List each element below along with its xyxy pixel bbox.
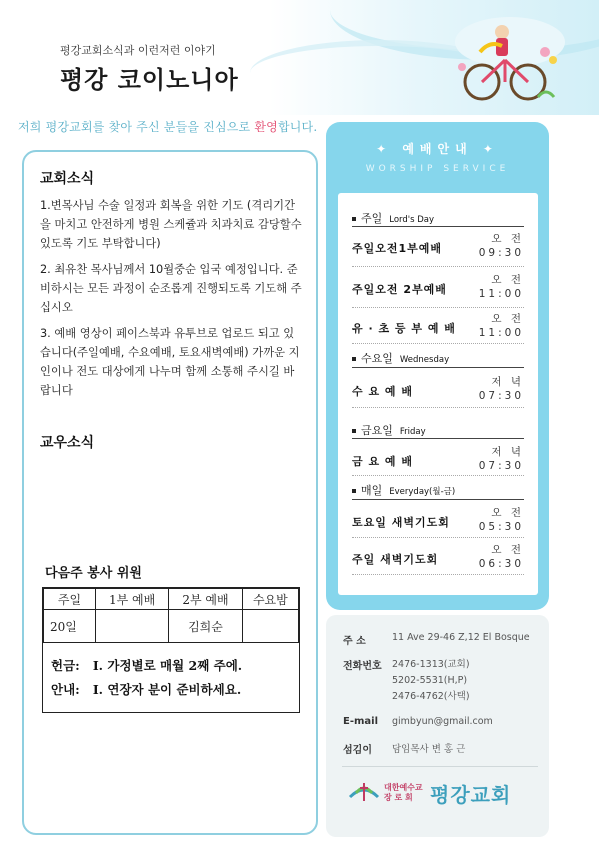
- phone-item: 2476-1313(교회): [392, 659, 470, 670]
- time-period: 오 전: [491, 313, 524, 325]
- category-label-en: Friday: [399, 427, 426, 437]
- worship-row-name: 유 · 초 등 부 예 배: [352, 322, 456, 335]
- guide-label: 안내:: [51, 682, 80, 697]
- divider: [342, 766, 538, 767]
- worship-row-name: 주일오전1부예배: [352, 242, 443, 255]
- phone-label: 전화번호: [343, 661, 382, 672]
- category-label: 주일: [361, 212, 383, 225]
- time-value: 07:30: [478, 460, 524, 472]
- category-friday: [352, 422, 426, 438]
- worship-row-time: [468, 273, 524, 301]
- category-label: 매일: [361, 484, 383, 497]
- table-header: 수요밤: [242, 589, 298, 610]
- category-label-en: Lord's Day: [389, 215, 435, 225]
- table-cell: [95, 610, 168, 643]
- address-value: 11 Ave 29-46 Z,12 El Bosque: [392, 632, 530, 643]
- time-period: 오 전: [491, 544, 524, 556]
- time-value: 11:00: [478, 288, 524, 300]
- news-item: 2. 최유찬 목사님께서 10월중순 입국 예정입니다. 준비하시는 모든 과정이 순조롭게 진행되도록 기도해 주십시오: [40, 263, 302, 314]
- page-title: 평강 코이노니아: [60, 66, 239, 94]
- phone-item: 2476-4762(사택): [392, 691, 470, 702]
- divider: [352, 438, 524, 439]
- divider: [352, 226, 524, 227]
- time-value: 06:30: [478, 558, 524, 570]
- bullet-square-icon: [352, 489, 356, 493]
- offering-text: I. 가정별로 매월 2째 주에.: [92, 658, 243, 673]
- guide-line: [51, 680, 241, 698]
- worship-row-time: [468, 232, 524, 260]
- guide-text: I. 연장자 분이 준비하세요.: [92, 682, 242, 697]
- worship-row-time: [468, 375, 524, 403]
- time-period: 오 전: [491, 507, 524, 519]
- news-item: 3. 예배 영상이 페이스북과 유투브로 업로드 되고 있습니다(주일예배, 수요예배, 토요새벽예배) 가까운 지인이나 전도 대상에게 나누며 함께 소통해 주시길 바랍니다: [40, 327, 300, 397]
- worship-row-name: 토요일 새벽기도회: [352, 516, 450, 529]
- divider: [352, 307, 524, 308]
- divider: [352, 266, 524, 267]
- bullet-square-icon: [352, 429, 356, 433]
- pastor-value: 담임목사 변 홍 근: [392, 744, 466, 755]
- welcome-text: 저희 평강교회를 찾아 주신 분들을 진심으로: [18, 120, 255, 134]
- time-value: 11:00: [478, 327, 524, 339]
- worship-row-time: [468, 543, 524, 571]
- time-value: 05:30: [478, 521, 524, 533]
- divider: [352, 367, 524, 368]
- worship-row-time: [468, 445, 524, 473]
- category-label-en: Wednesday: [399, 355, 450, 365]
- bullet-square-icon: [352, 357, 356, 361]
- time-period: 오 전: [491, 233, 524, 245]
- time-period: 저 녁: [491, 376, 524, 388]
- worship-row-time: [468, 506, 524, 534]
- service-committee-title: 다음주 봉사 위원: [45, 566, 142, 581]
- worship-subheading: WORSHIP SERVICE: [365, 164, 510, 174]
- category-label-en: Everyday(월-금): [389, 487, 456, 497]
- table-header: 1부 예배: [95, 589, 168, 610]
- time-value: 09:30: [478, 247, 524, 259]
- church-name: 평강교회: [430, 783, 512, 807]
- church-news-title: 교회소식: [40, 171, 95, 187]
- bullet-square-icon: [352, 217, 356, 221]
- denomination-line: 장 로 회: [384, 793, 413, 802]
- church-denomination: [384, 783, 423, 803]
- category-label: 금요일: [361, 424, 393, 437]
- divider: [352, 475, 524, 476]
- time-value: 07:30: [478, 390, 524, 402]
- table-header: 주일: [44, 589, 96, 610]
- welcome-text-end: 합니다.: [277, 120, 318, 134]
- worship-row-name: 금 요 예 배: [352, 455, 413, 468]
- table-cell: [242, 610, 298, 643]
- offering-label: 헌금:: [51, 658, 80, 673]
- divider: [352, 499, 524, 500]
- category-lords-day: [352, 210, 434, 226]
- cyclist-illustration: [450, 12, 570, 107]
- worship-row-name: 주일 새벽기도회: [352, 553, 439, 566]
- divider: [352, 537, 524, 538]
- email-label: E-mail: [343, 716, 379, 727]
- divider: [352, 574, 524, 575]
- worship-heading: ✦ 예배안내 ✦: [376, 142, 499, 156]
- church-news-list: [40, 196, 304, 407]
- welcome-highlight: 환영: [254, 120, 278, 134]
- worship-heading-text: 예배안내: [402, 142, 473, 156]
- member-news-title: 교우소식: [40, 435, 95, 451]
- table-cell: 20일: [44, 610, 96, 643]
- denomination-line: 대한예수교: [384, 783, 423, 792]
- table-header-row: [44, 589, 299, 610]
- welcome-message: [18, 118, 317, 135]
- phone-list: [392, 657, 470, 705]
- worship-row-name: 수 요 예 배: [352, 385, 413, 398]
- address-label: 주 소: [343, 636, 366, 647]
- email-value[interactable]: gimbyun@gmail.com: [392, 716, 493, 727]
- divider: [352, 407, 524, 408]
- category-wednesday: [352, 350, 449, 366]
- table-cell: 김희순: [169, 610, 242, 643]
- category-label: 수요일: [361, 352, 393, 365]
- church-logo-icon: [348, 781, 380, 803]
- pastor-label: 섬김이: [343, 745, 372, 756]
- page-subtitle: 평강교회소식과 이런저런 이야기: [60, 44, 216, 57]
- worship-schedule: [338, 193, 538, 595]
- divider: [352, 343, 524, 344]
- worship-row-name: 주일오전 2부예배: [352, 283, 447, 296]
- service-table: [43, 588, 299, 643]
- offering-line: [51, 656, 242, 674]
- table-header: 2부 예배: [169, 589, 242, 610]
- worship-row-time: [468, 312, 524, 340]
- time-period: 오 전: [491, 274, 524, 286]
- category-everyday: [352, 482, 455, 498]
- table-row: [44, 610, 299, 643]
- time-period: 저 녁: [491, 446, 524, 458]
- news-item: 1.변목사님 수술 일정과 회복을 위한 기도 (격리기간을 마치고 안전하게 병원 스케쥴과 치과치료 감당할수 있도록 기도 부탁합니다): [40, 199, 302, 250]
- service-committee-box: [42, 587, 300, 713]
- phone-item: 5202-5531(H,P): [392, 675, 468, 686]
